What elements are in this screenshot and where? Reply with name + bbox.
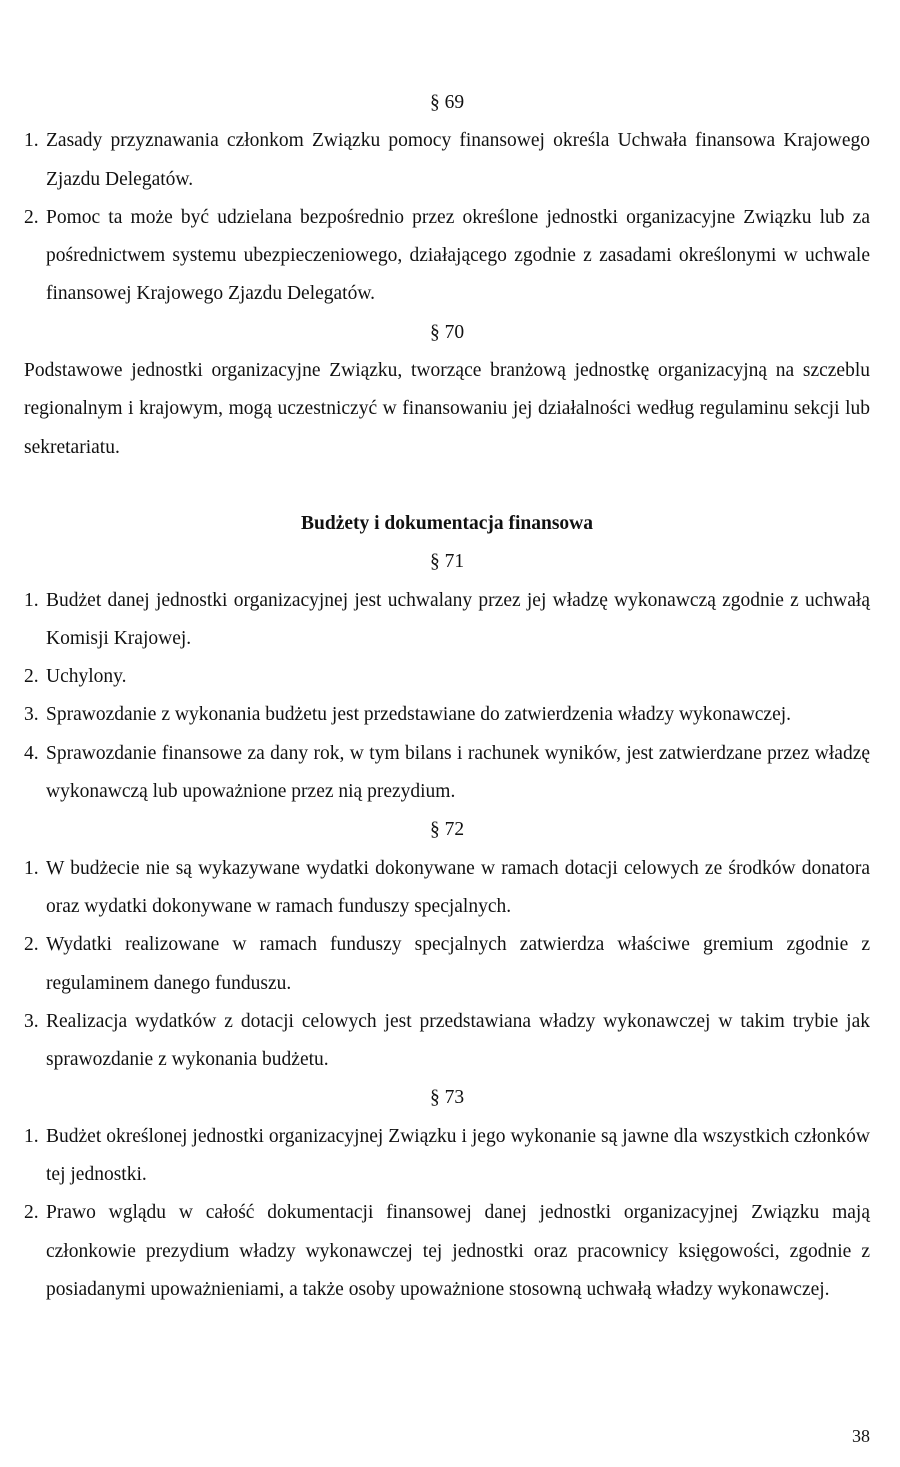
item-text: Pomoc ta może być udzielana bezpośrednio przez określone jednostki organizacyjne Związku lub za pośrednictwem systemu ubezpieczeniowego, działającego zgodnie z zasadami określonymi w uchwale finansowej Krajowego Zjazdu Delegatów.: [46, 206, 870, 305]
section-title: § 73: [429, 1087, 465, 1109]
spacer: [24, 467, 870, 505]
list-item: [24, 1194, 870, 1309]
item-text: Wydatki realizowane w ramach funduszy specjalnych zatwierdza właściwe gremium zgodnie z regulaminem danego funduszu.: [46, 934, 870, 994]
list-item: [24, 850, 870, 927]
item-text: Sprawozdanie z wykonania budżetu jest przedstawiane do zatwierdzenia władzy wykonawczej.: [46, 704, 792, 726]
section-title: § 70: [429, 321, 465, 343]
item-text: Sprawozdanie finansowe za dany rok, w tym bilans i rachunek wyników, jest zatwierdzane przez władzę wykonawczą lub upoważnione przez nią prezydium.: [46, 742, 870, 803]
item-number: 2.: [24, 666, 39, 688]
section-title: § 72: [429, 819, 465, 841]
chapter-heading: Budżety i dokumentacja finansowa: [301, 512, 593, 534]
list-item: [24, 696, 870, 734]
paragraph-text: Podstawowe jednostki organizacyjne Związku, tworzące branżową jednostkę organizacyjną na szczeblu regionalnym i krajowym, mogą uczestniczyć w finansowaniu jej działalności według regulaminu sekcji lub sekretariatu.: [24, 360, 870, 458]
item-number: 3.: [24, 1010, 39, 1032]
item-text: Uchylony.: [46, 666, 127, 688]
item-number: 1.: [24, 589, 39, 611]
section-title: § 71: [429, 551, 465, 573]
section-list: [24, 850, 870, 1080]
list-item: [24, 1118, 870, 1195]
section-title: § 69: [429, 92, 465, 113]
item-number: 2.: [24, 1202, 39, 1224]
section-list: [24, 1118, 870, 1309]
item-text: Realizacja wydatków z dotacji celowych jest przedstawiana władzy wykonawczej w takim trybie jak sprawozdanie z wykonania budżetu.: [46, 1010, 870, 1071]
section-list: [24, 122, 870, 313]
item-text: Budżet określonej jednostki organizacyjnej Związku i jego wykonanie są jawne dla wszystkich członków tej jednostki.: [46, 1125, 870, 1186]
item-text: Zasady przyznawania członkom Związku pomocy finansowej określa Uchwała finansowa Krajowego Zjazdu Delegatów.: [46, 130, 870, 190]
list-item: [24, 199, 870, 314]
list-item: [24, 1003, 870, 1080]
item-number: 2.: [24, 934, 39, 956]
list-item: [24, 122, 870, 199]
section-list: [24, 582, 870, 812]
list-item: [24, 735, 870, 812]
item-number: 1.: [24, 1125, 39, 1147]
item-number: 3.: [24, 704, 39, 726]
page-number: 38: [852, 1426, 870, 1446]
list-item: [24, 582, 870, 659]
item-number: 2.: [24, 206, 39, 228]
item-text: Budżet danej jednostki organizacyjnej jest uchwalany przez jej władzę wykonawczą zgodnie z uchwałą Komisji Krajowej.: [46, 589, 870, 649]
list-item: [24, 926, 870, 1003]
item-number: 4.: [24, 742, 39, 764]
item-number: 1.: [24, 130, 39, 152]
item-number: 1.: [24, 857, 39, 879]
list-item: [24, 658, 870, 696]
item-text: W budżecie nie są wykazywane wydatki dokonywane w ramach dotacji celowych ze środków donatora oraz wydatki dokonywane w ramach funduszy specjalnych.: [46, 857, 870, 917]
item-text: Prawo wglądu w całość dokumentacji finansowej danej jednostki organizacyjnej Związku mają członkowie prezydium władzy wykonawczej tej jednostki oraz pracownicy księgowości, zgodnie z posiadanymi upoważnieniami, a także osoby upoważnione stosowną uchwałą władzy wykonawczej.: [46, 1202, 870, 1300]
